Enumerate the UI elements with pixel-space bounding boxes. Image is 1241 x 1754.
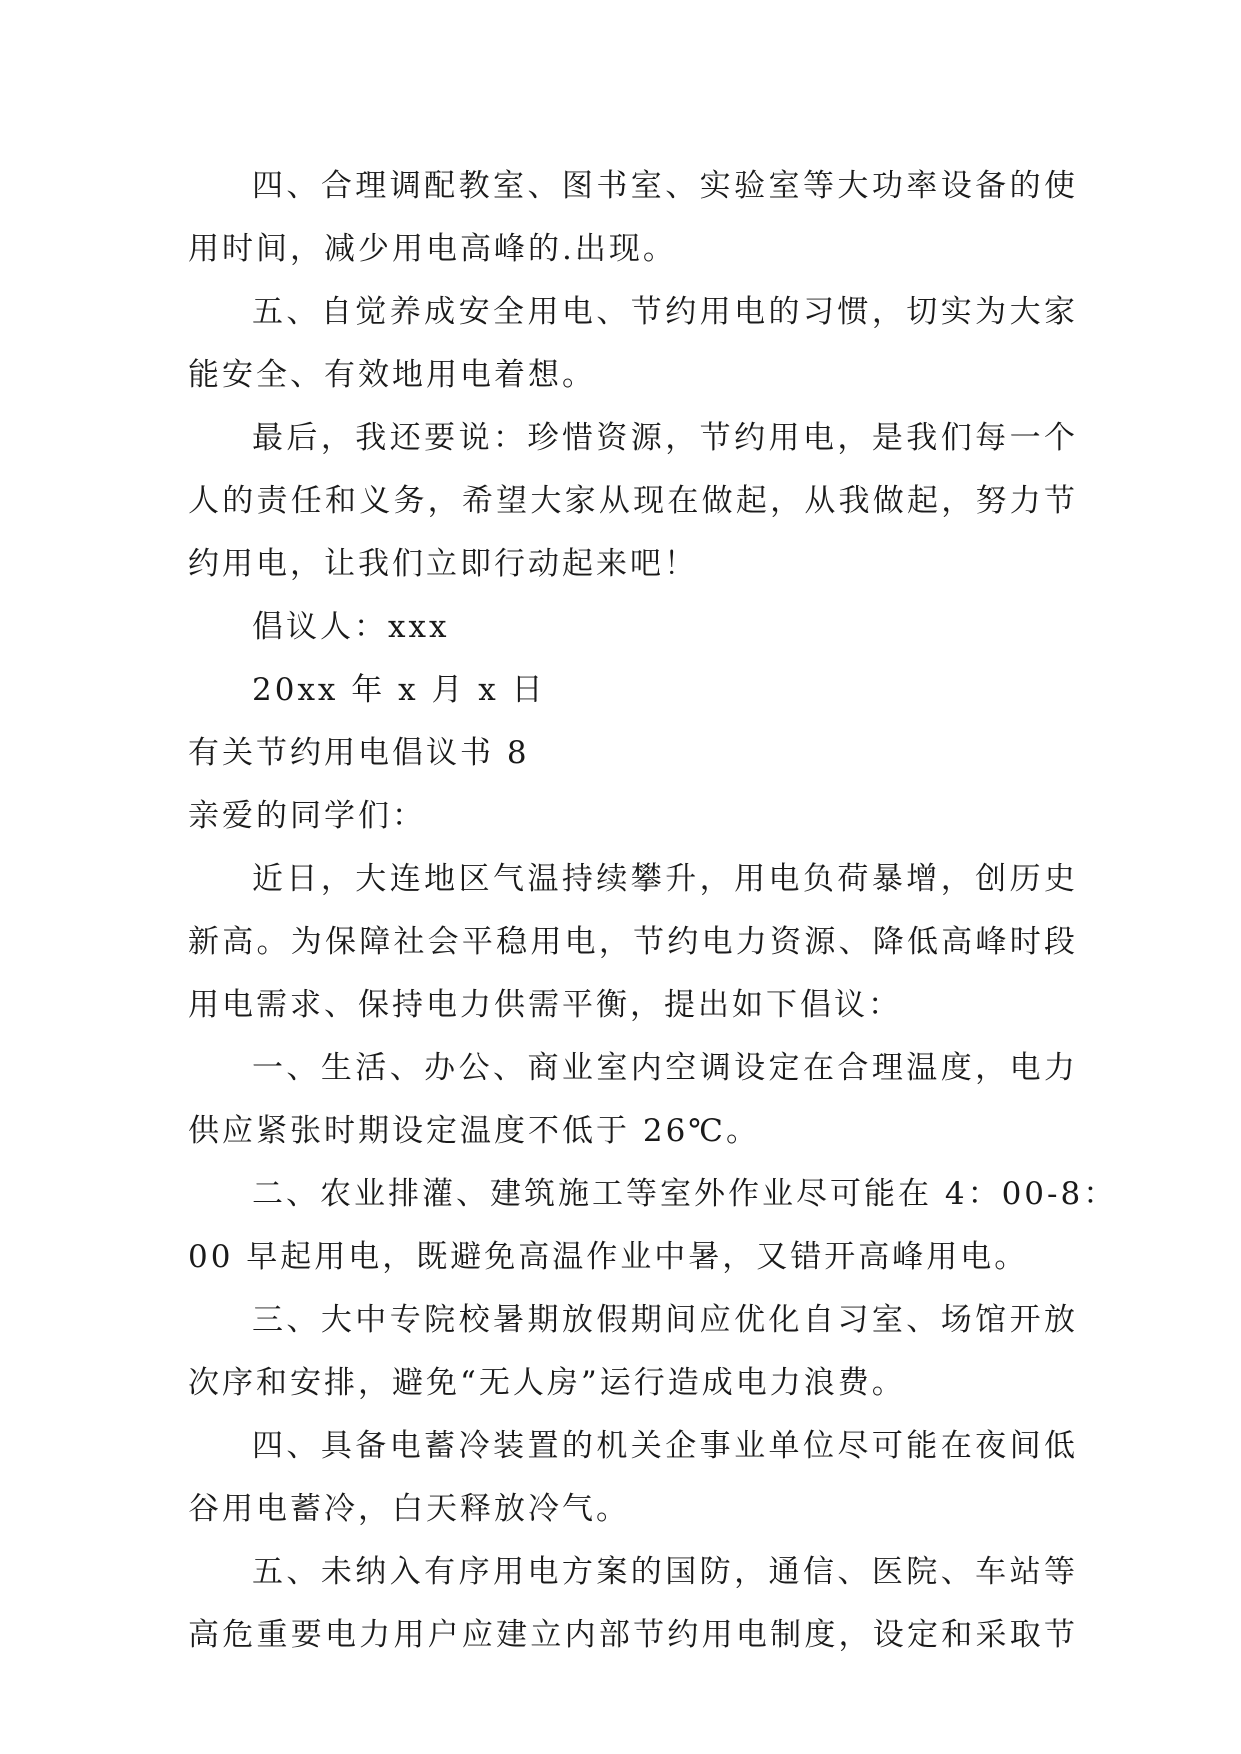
salutation: 亲爱的同学们： xyxy=(188,798,426,834)
paragraph-line: 谷用电蓄冷，白天释放冷气。 xyxy=(188,1491,630,1527)
paragraph-line: 00 早起用电，既避免高温作业中暑，又错开高峰用电。 xyxy=(188,1239,1029,1275)
paragraph-line: 约用电，让我们立即行动起来吧！ xyxy=(188,546,698,582)
section-heading: 有关节约用电倡议书 8 xyxy=(188,735,530,771)
date-line: 20xx 年 x 月 x 日 xyxy=(252,672,546,708)
paragraph-line: 人的责任和义务，希望大家从现在做起，从我做起，努力节 xyxy=(188,483,1078,519)
signature-line: 倡议人：xxx xyxy=(252,609,450,645)
paragraph-line: 五、未纳入有序用电方案的国防，通信、医院、车站等 xyxy=(252,1554,1078,1590)
paragraph-line: 高危重要电力用户应建立内部节约用电制度，设定和采取节 xyxy=(188,1617,1078,1653)
paragraph-line: 三、大中专院校暑期放假期间应优化自习室、场馆开放 xyxy=(252,1302,1078,1338)
paragraph-line: 四、合理调配教室、图书室、实验室等大功率设备的使 xyxy=(252,168,1078,204)
paragraph-line: 供应紧张时期设定温度不低于 26℃。 xyxy=(188,1113,760,1149)
paragraph-line: 一、生活、办公、商业室内空调设定在合理温度，电力 xyxy=(252,1050,1078,1086)
paragraph-line: 用时间，减少用电高峰的.出现。 xyxy=(188,231,677,267)
paragraph-line: 新高。为保障社会平稳用电，节约电力资源、降低高峰时段 xyxy=(188,924,1078,960)
paragraph-line: 次序和安排，避免“无人房”运行造成电力浪费。 xyxy=(188,1365,906,1401)
paragraph-line: 用电需求、保持电力供需平衡，提出如下倡议： xyxy=(188,987,902,1023)
paragraph-line: 能安全、有效地用电着想。 xyxy=(188,357,596,393)
paragraph-line: 五、自觉养成安全用电、节约用电的习惯，切实为大家 xyxy=(252,294,1078,330)
paragraph-line: 二、农业排灌、建筑施工等室外作业尽可能在 4：00-8： xyxy=(252,1176,1118,1212)
paragraph-line: 近日，大连地区气温持续攀升，用电负荷暴增，创历史 xyxy=(252,861,1078,897)
paragraph-line: 四、具备电蓄冷装置的机关企事业单位尽可能在夜间低 xyxy=(252,1428,1078,1464)
paragraph-line: 最后，我还要说：珍惜资源，节约用电，是我们每一个 xyxy=(252,420,1078,456)
document-body xyxy=(188,155,1118,1667)
